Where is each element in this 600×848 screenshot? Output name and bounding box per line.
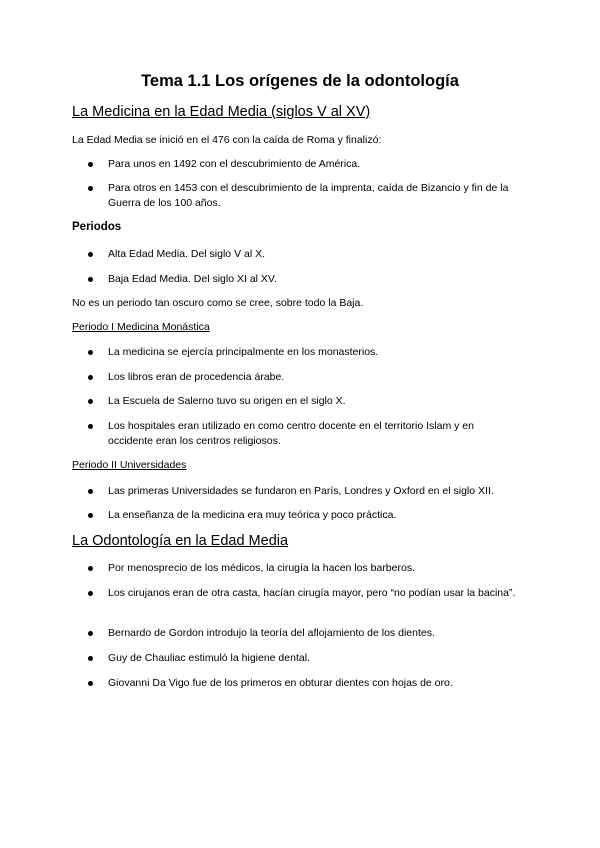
intro-paragraph: La Edad Media se inició en el 476 con la caída de Roma y finalizó: — [72, 134, 382, 146]
list-item: Guy de Chauliac estimuló la higiene dental. — [90, 651, 520, 666]
bullet-icon — [88, 656, 93, 661]
bullet-icon — [88, 399, 93, 404]
bullet-icon — [88, 162, 93, 167]
list-item: Alta Edad Media. Del siglo V al X. — [90, 247, 520, 262]
bullet-icon — [88, 513, 93, 518]
page-title: Tema 1.1 Los orígenes de la odontología — [141, 72, 459, 90]
bullet-icon — [88, 424, 93, 429]
list-item: La enseñanza de la medicina era muy teórica y poco práctica. — [90, 508, 520, 523]
section-heading-medicina: La Medicina en la Edad Media (siglos V al XV) — [72, 104, 371, 120]
periodo2-heading: Periodo II Universidades — [72, 459, 187, 471]
periodo1-heading: Periodo I Medicina Monástica — [72, 321, 210, 333]
bullet-icon — [88, 681, 93, 686]
list-item: La medicina se ejercía principalmente en los monasterios. — [90, 345, 520, 360]
periodos-heading: Periodos — [72, 221, 122, 233]
list-item: Los libros eran de procedencia árabe. — [90, 370, 520, 385]
list-item: La Escuela de Salerno tuvo su origen en el siglo X. — [90, 394, 520, 409]
section-heading-odontologia: La Odontología en la Edad Media — [72, 533, 289, 549]
bullet-icon — [88, 631, 93, 636]
list-item: Las primeras Universidades se fundaron en París, Londres y Oxford en el siglo XII. — [90, 484, 520, 499]
bullet-icon — [88, 350, 93, 355]
list-item: Por menosprecio de los médicos, la cirugía la hacen los barberos. — [90, 561, 520, 576]
list-item: Baja Edad Media. Del siglo XI al XV. — [90, 272, 520, 287]
bullet-icon — [88, 375, 93, 380]
note-paragraph: No es un periodo tan oscuro como se cree, sobre todo la Baja. — [72, 297, 364, 309]
bullet-icon — [88, 591, 93, 596]
bullet-icon — [88, 489, 93, 494]
bullet-icon — [88, 186, 93, 191]
list-item: Para otros en 1453 con el descubrimiento de la imprenta, caída de Bizancio y fin de la Guerra de los 100 años. — [90, 181, 520, 211]
list-item: Los hospitales eran utilizado en como centro docente en el territorio Islam y en occidente eran los centros religiosos. — [90, 419, 520, 449]
bullet-icon — [88, 277, 93, 282]
bullet-icon — [88, 566, 93, 571]
list-item: Bernardo de Gordon introdujo la teoría del aflojamiento de los dientes. — [90, 626, 520, 641]
bullet-icon — [88, 252, 93, 257]
list-item: Giovanni Da Vigo fue de los primeros en obturar dientes con hojas de oro. — [90, 676, 520, 691]
list-item: Los cirujanos eran de otra casta, hacían cirugía mayor, pero “no podían usar la bacina”. — [90, 586, 520, 601]
list-item: Para unos en 1492 con el descubrimiento de América. — [90, 157, 520, 172]
